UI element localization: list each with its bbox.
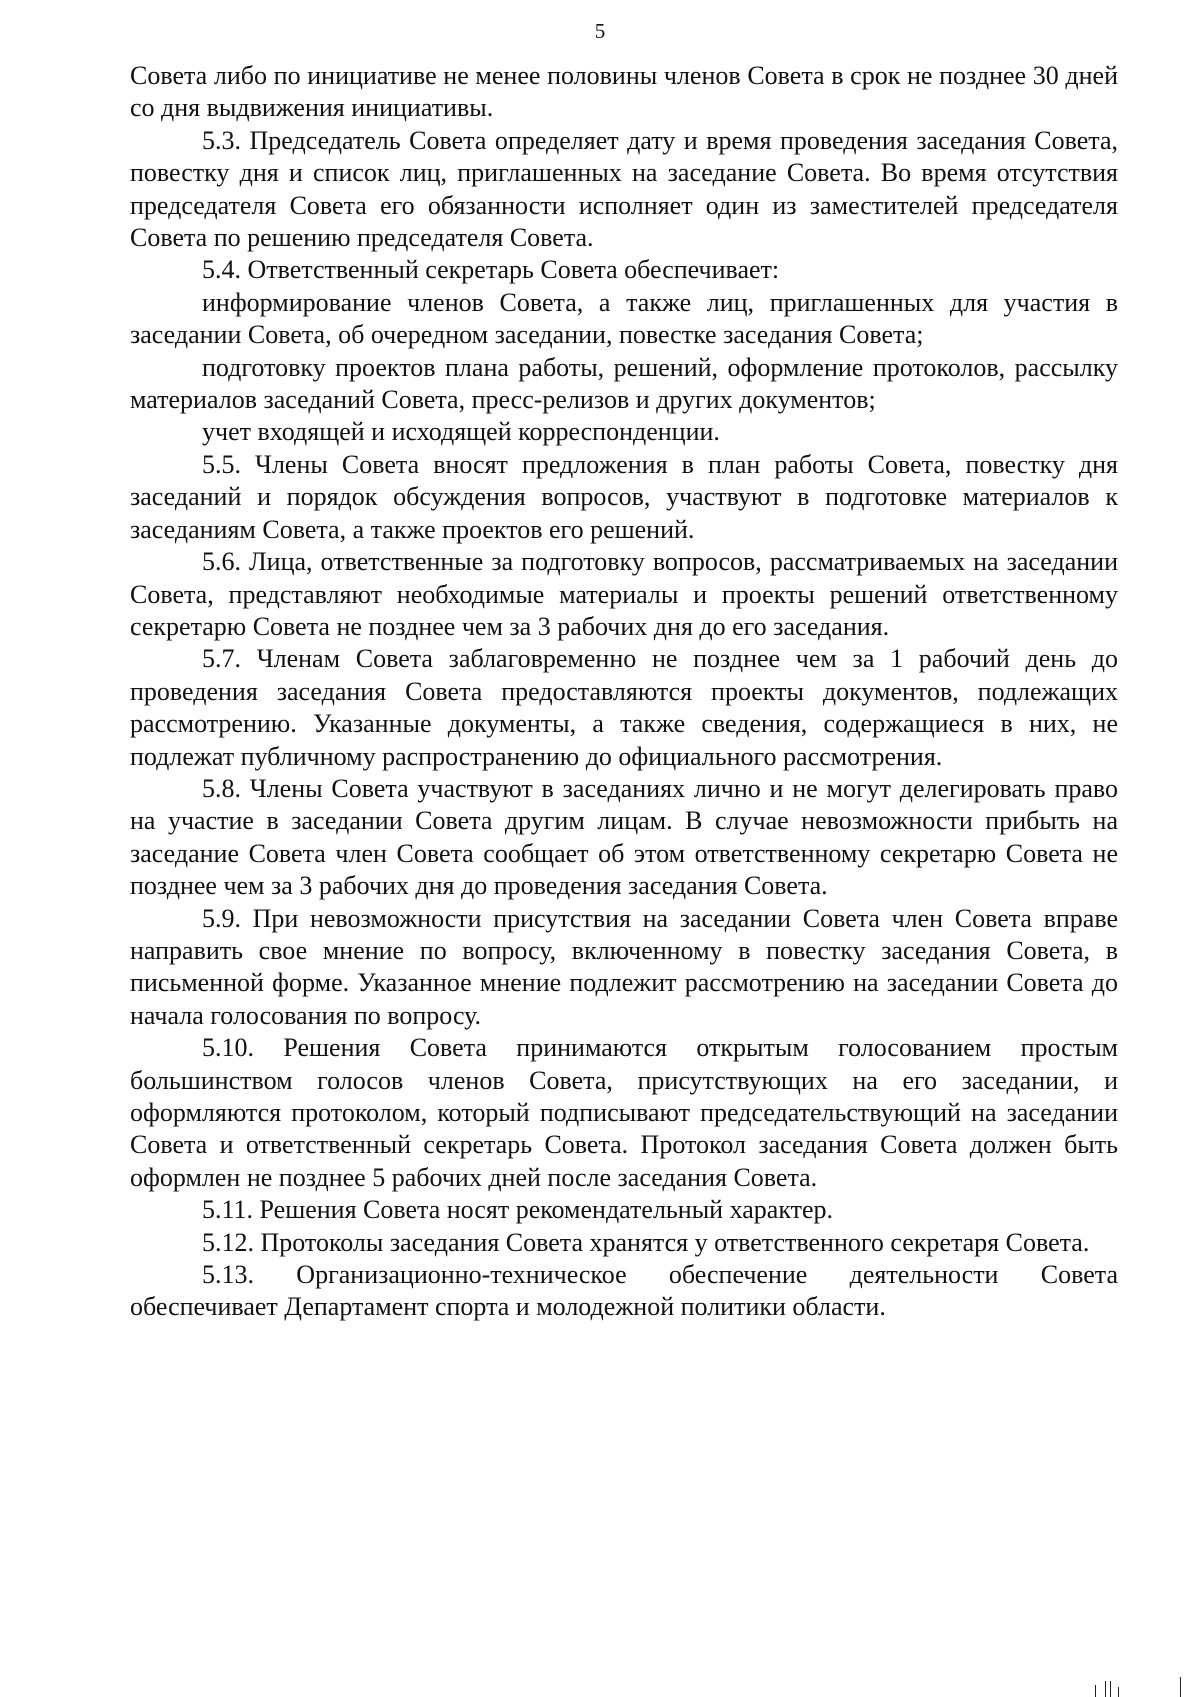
paragraph-5-4-item-informing: информирование членов Совета, а также лиц, приглашенных для участия в заседании Совета, об очередном заседании, повестке заседания Совета; [130,287,1118,350]
scan-artifact-mark [1095,1685,1096,1697]
paragraph-5-9: 5.9. При невозможности присутствия на заседании Совета член Совета вправе направить свое мнение по вопросу, включенному в повестку заседания Совета, в письменной форме. Указанное мнение подлежит рассмотрению на заседании Совета до начала голосования по вопросу. [130,903,1118,1030]
scan-artifact-mark [1110,1681,1111,1697]
paragraph-5-5: 5.5. Члены Совета вносят предложения в план работы Совета, повестку дня заседаний и порядок обсуждения вопросов, участвуют в подготовке материалов к заседаниям Совета, а также проектов его решений. [130,449,1118,544]
paragraph-continuation: Совета либо по инициативе не менее половины членов Совета в срок не позднее 30 дней со дня выдвижения инициативы. [130,61,1118,123]
scan-artifact-mark [1118,1687,1119,1697]
paragraph-5-11: 5.11. Решения Совета носят рекомендательный характер. [202,1195,834,1225]
page-number: 5 [594,19,606,43]
paragraph-5-10: 5.10. Решения Совета принимаются открытым голосованием простым большинством голосов членов Совета, присутствующих на его заседании, и оформляются протоколом, который подписывают председательствующий на заседании Совета и ответственный секретарь Совета. Протокол заседания Совета должен быть оформлен не позднее 5 рабочих дней после заседания Совета. [130,1033,1118,1192]
paragraph-5-4-item-preparation: подготовку проектов плана работы, решений, оформление протоколов, рассылку материалов заседаний Совета, пресс-релизов и других документов; [130,352,1118,415]
paragraph-5-4-item-correspondence: учет входящей и исходящей корреспонденции. [202,417,720,447]
paragraph-5-3: 5.3. Председатель Совета определяет дату и время проведения заседания Совета, повестку дня и список лиц, приглашенных на заседание Совета. Во время отсутствия председателя Совета его обязанности исполняет один из заместителей председателя Совета по решению председателя Совета. [130,125,1118,253]
paragraph-5-8: 5.8. Члены Совета участвуют в заседаниях лично и не могут делегировать право на участие в заседании Совета другим лицам. В случае невозможности прибыть на заседание Совета член Совета сообщает об этом ответственному секретарю Совета не позднее чем за 3 рабочих дня до проведения заседания Совета. [130,773,1118,901]
paragraph-5-6: 5.6. Лица, ответственные за подготовку вопросов, рассматриваемых на заседании Совета, представляют необходимые материалы и проекты решений ответственному секретарю Совета не позднее чем за 3 рабочих дня до его заседания. [130,547,1118,641]
paragraph-5-4: 5.4. Ответственный секретарь Совета обеспечивает: [202,255,780,285]
paragraph-5-7: 5.7. Членам Совета заблаговременно не позднее чем за 1 рабочий день до проведения заседания Совета предоставляются проекты документов, подлежащих рассмотрению. Указанные документы, а также сведения, содержащиеся в них, не подлежат публичному распространению до официального рассмотрения. [130,644,1118,771]
scan-artifact-mark [1105,1681,1106,1697]
paragraph-5-13: 5.13. Организационно-техническое обеспечение деятельности Совета обеспечивает Департамент спорта и молодежной политики области. [130,1260,1118,1322]
paragraph-5-12: 5.12. Протоколы заседания Совета хранятся у ответственного секретаря Совета. [202,1227,1090,1257]
scan-artifact-mark [1180,1677,1181,1697]
document-body [130,60,1118,1324]
